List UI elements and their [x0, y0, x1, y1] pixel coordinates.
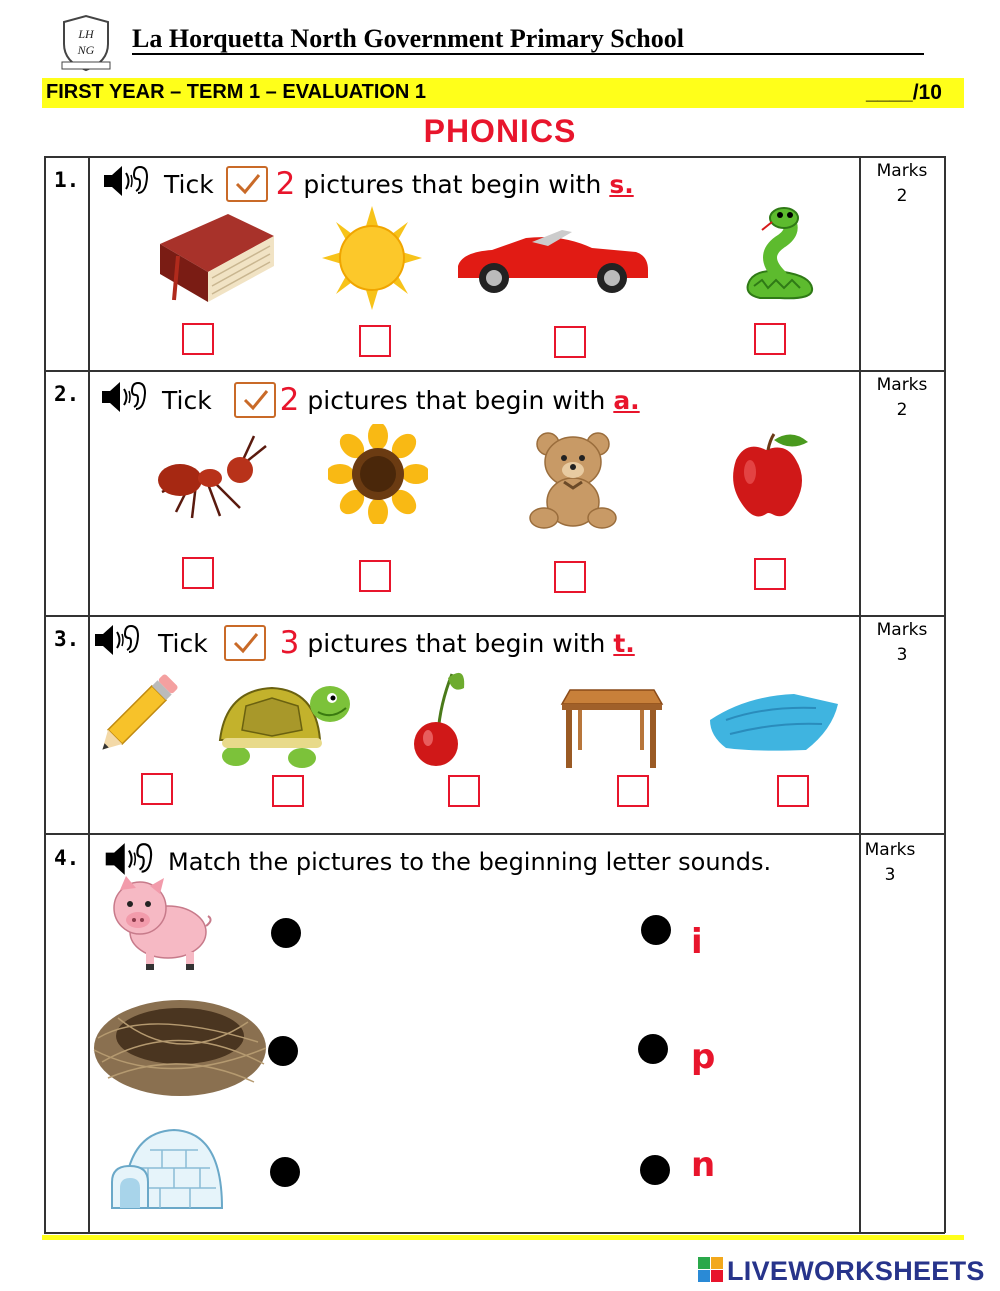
match-dot-right[interactable] [640, 1155, 670, 1185]
answer-checkbox[interactable] [359, 325, 391, 357]
answer-checkbox[interactable] [182, 323, 214, 355]
marks-label: Marks [876, 161, 928, 181]
checkbox-tick-icon [226, 166, 268, 202]
turtle-picture [216, 676, 352, 776]
checkbox-tick-icon [224, 625, 266, 661]
target-letter: s. [609, 169, 634, 199]
marks-label: Marks [876, 375, 928, 395]
answer-checkbox[interactable] [554, 561, 586, 593]
cherry-picture [408, 664, 466, 772]
question-prompt [100, 379, 640, 421]
match-dot-left[interactable] [268, 1036, 298, 1066]
question-number: 3. [54, 627, 80, 651]
answer-checkbox[interactable] [182, 557, 214, 589]
marks-cell [860, 159, 944, 209]
prompt-text: pictures that begin with [307, 628, 606, 658]
match-dot-left[interactable] [270, 1157, 300, 1187]
sunflower-picture [328, 424, 428, 528]
marks-label: Marks [876, 620, 928, 640]
ant-picture [156, 428, 268, 528]
speaker-ear-icon[interactable] [102, 163, 152, 205]
liveworksheets-logo-icon [698, 1257, 724, 1287]
table-border-bottom [44, 1232, 945, 1234]
snake-picture [740, 206, 820, 306]
tick-count: 3 [279, 625, 300, 661]
sun-picture [322, 206, 422, 314]
answer-checkbox[interactable] [754, 323, 786, 355]
speaker-ear-icon[interactable] [100, 379, 150, 421]
answer-checkbox[interactable] [272, 775, 304, 807]
prompt-text: pictures that begin with [307, 385, 606, 415]
svg-text:NG: NG [77, 43, 95, 57]
speaker-ear-icon[interactable] [90, 622, 146, 664]
marks-value: 2 [896, 186, 908, 206]
row-divider [44, 615, 945, 617]
brand-text: LIVEWORKSHEETS [727, 1256, 985, 1286]
column-divider [859, 156, 861, 1233]
igloo-picture [110, 1124, 226, 1216]
table-border-left [44, 156, 46, 1233]
target-letter: a. [613, 385, 640, 415]
question-prompt [90, 622, 635, 664]
pencil-picture [94, 664, 190, 760]
marks-cell [860, 618, 944, 668]
row-divider [44, 370, 945, 372]
answer-checkbox[interactable] [359, 560, 391, 592]
answer-checkbox[interactable] [448, 775, 480, 807]
question-number: 2. [54, 382, 80, 406]
match-letter: i [691, 922, 703, 962]
evaluation-title: FIRST YEAR – TERM 1 – EVALUATION 1 [46, 81, 427, 103]
match-letter: n [691, 1145, 716, 1185]
tick-count: 2 [279, 382, 300, 418]
table-picture [556, 684, 664, 774]
prompt-text: Match the pictures to the beginning letter sounds. [168, 848, 772, 876]
answer-checkbox[interactable] [777, 775, 809, 807]
liveworksheets-logo [698, 1256, 985, 1287]
answer-checkbox[interactable] [554, 326, 586, 358]
target-letter: t. [613, 628, 635, 658]
answer-checkbox[interactable] [754, 558, 786, 590]
row-divider [44, 833, 945, 835]
marks-cell [860, 373, 944, 423]
subject-title: PHONICS [423, 113, 577, 149]
table-border-top [44, 156, 945, 158]
marks-label: Marks [864, 840, 916, 860]
table-border-right [944, 156, 946, 1233]
score-field[interactable]: ____/10 [866, 81, 942, 104]
footer-highlight-bar [42, 1235, 964, 1240]
teddy-bear-picture [526, 430, 620, 534]
marks-value: 2 [896, 400, 908, 420]
book-picture [150, 206, 278, 310]
nest-picture [88, 978, 270, 1106]
match-dot-left[interactable] [271, 918, 301, 948]
marks-cell [848, 838, 932, 888]
apple-picture [728, 430, 810, 526]
match-letter: p [691, 1037, 716, 1077]
question-number: 4. [54, 846, 80, 870]
answer-checkbox[interactable] [141, 773, 173, 805]
towel-picture [706, 690, 842, 758]
school-underline [132, 53, 924, 55]
marks-value: 3 [896, 645, 908, 665]
checkbox-tick-icon [234, 382, 276, 418]
match-dot-right[interactable] [641, 915, 671, 945]
question-number: 1. [54, 168, 80, 192]
school-crest-logo [60, 14, 112, 72]
prompt-text: pictures that begin with [303, 169, 602, 199]
svg-text:LH: LH [78, 27, 94, 41]
marks-value: 3 [884, 865, 896, 885]
tick-word: Tick [158, 628, 208, 658]
match-dot-right[interactable] [638, 1034, 668, 1064]
tick-word: Tick [164, 169, 214, 199]
tick-count: 2 [275, 166, 296, 202]
tick-word: Tick [162, 385, 212, 415]
question-prompt [102, 163, 634, 205]
school-name: La Horquetta North Government Primary School [132, 24, 684, 53]
car-picture [452, 226, 652, 300]
pig-picture [106, 876, 214, 978]
answer-checkbox[interactable] [617, 775, 649, 807]
